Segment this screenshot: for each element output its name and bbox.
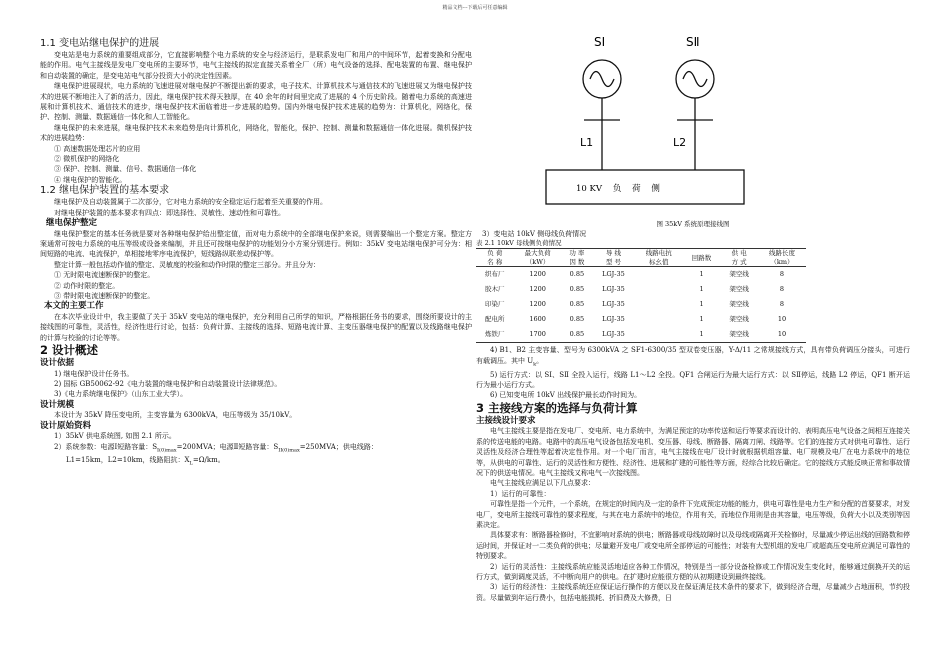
table-row	[476, 312, 806, 327]
section-title-design-basis: 设计依据	[40, 358, 75, 369]
paragraph: 整定计算一般包括动作值的整定、灵敏度的校验和动作时限的整定三部分。并且分为：	[54, 260, 320, 269]
column-header: （km）	[758, 258, 806, 267]
table-row	[476, 282, 806, 297]
paragraph: 6) 已知变电所 10kV 出线保护最长动作时间为。	[490, 391, 642, 400]
subscript: II(0)max	[278, 447, 300, 454]
paragraph: 2）运行的灵活性：主接线系统应能灵活地适应各种工作情况，特别是当一部分设备检修或工作情况发生变化时，能够通过倒换开关的运行方式，做到调度灵活，不中断向用户的供电。在扩建时应能很方便的从初期建设到最终接线。	[476, 562, 910, 582]
table-cell	[635, 297, 683, 312]
table-header-row	[476, 258, 806, 267]
sine-wave-icon	[683, 72, 707, 87]
paragraph: 对继电保护装置的基本要求有四点：即选择性、灵敏性、速动性和可靠性。	[54, 208, 285, 217]
load-table	[476, 248, 806, 343]
column-header: 标幺值	[635, 258, 683, 267]
paragraph: 可靠性是指一个元件，一个系统，在规定的时间内及一定的条件下完成预定功能的能力，供电可靠性是电力生产和分配的首要要求，对发电厂，变电所主接线可靠性的要求程度，与其在电力系统中的地位，作用有关，而地位作用则是由其容量，电压等级，负荷大小以及类别等因素决定。	[476, 500, 910, 529]
paragraph: 继电保护进展现状，电力系统的飞速进展对继电保护不断提出新的要求，电子技术、计算机技术与通信技术的飞速进展又为继电保护技术的进展不断地注入了新的活力，因此，继电保护技术得天独厚，在 40 余年的时间里完成了进展的 4 个历史阶段。随着电力系统的高速进展和计算机技术、通信技术的进步，继电保护技术面临着进一步进展的趋势。国内外继电保护技术进展的趋势为：计算机化，网络化，保护、控制、测量、数据通信一体化和人工智能化。	[40, 82, 472, 122]
list-item: ① 无时限电流速断保护的整定。	[54, 271, 155, 280]
table-cell: 架空线	[729, 285, 749, 294]
table-cell: 0.85	[569, 300, 585, 309]
table-cell: 架空线	[729, 270, 749, 279]
list-item: ③ 带时限电流速断保护的整定。	[54, 292, 155, 301]
line-label-l2: L2	[673, 136, 687, 149]
table-cell: 印染厂	[485, 300, 505, 309]
list-item: 1）运行的可靠性：	[490, 489, 551, 498]
table-cell: 胶木厂	[485, 285, 505, 294]
table-cell: 炼铁厂	[476, 327, 514, 343]
table-cell: LGJ-35	[602, 300, 625, 309]
table-cell: LGJ-35	[592, 327, 635, 343]
table-cell: 10	[758, 327, 806, 343]
table-cell: 1200	[529, 270, 546, 279]
text-run: =250MVA；供电线路：	[299, 442, 378, 451]
column-header: 导 线	[592, 249, 635, 258]
diagram-svg	[476, 22, 910, 222]
list-item: ③ 保护、控制、测量、信号、数据通信一体化	[54, 165, 197, 174]
paragraph: 继电保护整定的基本任务就是要对各种继电保护给出整定值，而对电力系统中的全部继电保护来说，则需要编出一个整定方案。整定方案通常可按电力系统的电压等级或设备来编制，并且还可按继电保护的功能划分小方案分别进行。例如：35kV 变电站继电保护可分为：相间短路的电流、电流保护，单相接地零序电流保护，短线路纵联差动保护等。	[40, 229, 472, 259]
paragraph: 变电站是电力系统的重要组成部分，它直接影响整个电力系统的安全与经济运行，是联系发电厂和用户的中间环节，起着变换和分配电能的作用。电气主接线是发电厂变电所的主要环节，电气主接线的拟定直接关系着全厂（所）电气设备的选择、配电装置的布置、继电保护和自动装置的确定，是变电站电气部分投资大小的决定性因素。	[40, 51, 472, 80]
sine-wave-icon	[590, 72, 614, 87]
column-header: 负 荷	[476, 249, 514, 258]
section-title-1-1: 1.1 变电站继电保护的进展	[40, 38, 160, 49]
table-cell: 架空线	[720, 327, 758, 343]
line-label-l1: L1	[580, 136, 594, 149]
load-side-label: 10 KV 负 荷 侧	[576, 184, 660, 194]
table-header-row	[476, 249, 806, 258]
source-label-s2: SⅡ	[686, 35, 700, 49]
column-header: 最大负荷	[514, 249, 562, 258]
table-cell: LGJ-35	[602, 270, 625, 279]
paragraph	[476, 345, 910, 369]
section-title-wiring-requirements: 主接线设计要求	[476, 415, 536, 426]
column-header: 名 称	[476, 258, 514, 267]
table-row	[476, 327, 806, 343]
table-cell: 1200	[529, 285, 546, 294]
table-row	[476, 267, 806, 283]
section-title-relay-setting: 继电保护整定	[46, 218, 98, 229]
paragraph: 具体要求有：断路器检修时，不宜影响对系统的供电；断路器或母线故障时以及母线或隔离开关检修时，尽量减少停运出线的回路数和停运时间，并保证对一二类负荷的供电；尽量避开发电厂或变电所全部停运的可能性；对装有大型机组的发电厂或超高压变电所应满足可靠性的特别要求。	[476, 531, 910, 561]
table-cell: 0.85	[562, 327, 593, 343]
table-cell: 1200	[529, 300, 546, 309]
table-cell: 0.85	[569, 270, 585, 279]
list-item: 1）35kV 供电系统图, 如图 2.1 所示。	[54, 432, 176, 441]
table-cell: 8	[779, 300, 785, 309]
section-title-2: 2 设计概述	[40, 343, 99, 358]
column-header: 供 电	[720, 249, 758, 258]
column-header: 型 号	[592, 258, 635, 267]
right-column	[476, 22, 910, 603]
table-cell: 1	[683, 327, 721, 343]
subscript: k	[533, 361, 537, 368]
table-cell: 8	[779, 285, 785, 294]
table-caption: 表 2.1 10kV 母线侧负荷情况	[476, 239, 562, 248]
text-run: L1=15km，L2=10km，线路阻抗：X	[66, 456, 190, 465]
table-row	[476, 297, 806, 312]
table-cell: 架空线	[729, 300, 749, 309]
table-cell: 1	[699, 300, 704, 309]
table-cell: 0.85	[569, 285, 585, 294]
paragraph: 继电保护的未来进展，继电保护技术未来趋势是向计算机化，网络化，智能化，保护、控制、测量和数据通信一体化进展。微机保护技术的进展趋势：	[40, 123, 472, 143]
section-title-design-scale: 设计规模	[40, 399, 75, 410]
column-header: 线路长度	[758, 249, 806, 258]
list-item: 2) 国标 GB50062-92《电力装置的继电保护和自动装置设计法律规范》。	[54, 380, 282, 389]
source-label-s1: SⅠ	[594, 35, 606, 49]
table-cell: 0.85	[569, 315, 585, 324]
list-item: ② 微机保护的网络化	[54, 155, 120, 164]
list-item: ① 高速数据处理芯片的应用	[54, 144, 141, 153]
list-item: ② 动作时限的整定。	[54, 281, 120, 290]
table-cell: 1	[699, 315, 704, 324]
list-item	[40, 455, 472, 469]
table-cell: 织布厂	[485, 270, 505, 279]
table-cell: LGJ-35	[602, 315, 625, 324]
subscript: I(0)max	[157, 447, 177, 454]
paragraph: 电气主接线应满足以下几点要求：	[490, 479, 595, 488]
table-cell: 8	[779, 270, 785, 279]
table-cell: 1700	[514, 327, 562, 343]
table-cell	[635, 267, 683, 283]
list-item: 3）变电站 10kV 侧母线负荷情况	[482, 230, 587, 238]
text-run: 2）系统参数：电源Ⅰ短路容量：S	[54, 442, 158, 451]
paragraph: 在本次毕业设计中，我主要做了关于 35kV 变电站的继电保护，充分利用自己所学的知识，严格根据任务书的要求，围绕所要设计的主接线图的可靠性，灵活性，经济性进行讨论，包括：负荷计算、主接线的选择、短路电流计算、主变压器继电保护的配置以及线路继电保护的计算与校验的讨论等等。	[40, 312, 472, 342]
section-title-1-2: 1.2 继电保护装置的基本要求	[40, 185, 170, 197]
table-cell: 1600	[529, 315, 546, 324]
table-cell: 配电所	[485, 315, 505, 324]
table-cell	[635, 327, 683, 343]
paragraph: 本设计为 35kV 降压变电所，主变容量为 6300kVA，电压等级为 35/10kV。	[54, 411, 297, 420]
list-item	[40, 442, 472, 456]
text-run: 。	[536, 356, 544, 365]
table-cell: 架空线	[729, 315, 749, 324]
paragraph: 5) 运行方式：以 SⅠ、SⅡ 全投入运行，线路 L1～L2 全投。QF1 合闸运行为最大运行方式：以 SⅡ停运，线路 L2 停运，QF1 断开运行为最小运行方式。	[476, 370, 910, 390]
column-header: 方 式	[720, 258, 758, 267]
list-item: 3)《电力系统继电保护》（山东工业大学）。	[54, 390, 188, 399]
text-run: =200MVA；电源Ⅱ短路容量：S	[176, 442, 279, 451]
text-run: 4) B1、B2 主变容量、型号为 6300kVA 之 SF1-6300/35 型双卷变压器，Y-Δ/11 之常规接线方式，具有带负荷调压分接头，可进行有载调压。其中 U	[476, 346, 910, 365]
table-cell: 1	[699, 270, 704, 279]
left-column	[40, 28, 472, 469]
list-item: ④ 继电保护的智能化。	[54, 175, 127, 184]
page-header: 精品文档---下载后可任意编辑	[442, 5, 508, 11]
section-title-main-work: 本文的主要工作	[44, 301, 104, 312]
table-cell	[635, 312, 683, 327]
list-item: 1) 继电保护设计任务书。	[54, 369, 134, 378]
column-header: 回路数	[683, 249, 721, 267]
section-title-raw-data: 设计原始资料	[40, 420, 92, 431]
system-wiring-diagram	[476, 22, 910, 222]
figure-caption: 图 35kV 系统原理接线图	[656, 220, 730, 228]
column-header: 因 数	[562, 258, 593, 267]
paragraph: 3）运行的经济性：主接线系统还应保证运行操作的方便以及在保证满足技术条件的要求下，做到经济合理，尽量减少占地面积，节约投资。尽量做到年运行费小，包括电能损耗、折旧费及大修费，日	[476, 583, 910, 602]
paragraph: 继电保护及自动装置属于二次部分，它对电力系统的安全稳定运行起着至关重要的作用。	[54, 198, 327, 207]
column-header: 线路电抗	[635, 249, 683, 258]
section-title-3: 3 主接线方案的选择与负荷计算	[476, 400, 638, 415]
paragraph: 电气主接线主要是指在发电厂、变电所、电力系统中，为满足预定的功率传送和运行等要求而设计的、表明高压电气设备之间相互连接关系的传送电能的电路。电路中的高压电气设备包括发电机、变压器、母线、断路器、隔离刀闸、线路等。它们的连接方式对供电可靠性、运行灵活性及经济合理性等起着决定性作用。对一个电厂而言，电气主接线在电厂设计时就根据机组容量、电厂规模及电厂在电力系统中的地位等，从供电的可靠性、运行的灵活性和方便性、经济性、进展和扩建的可能性等方面，经综合比较后确定。它的接线方式能反映正常和事故情况下的供送电情况。电气主接线又称电气一次接线图。	[476, 427, 910, 477]
table-cell: 10	[777, 315, 787, 324]
subscript: L	[189, 460, 193, 467]
table-cell: 1	[699, 285, 704, 294]
column-header: 功 率	[562, 249, 593, 258]
column-header: （kW）	[514, 258, 562, 267]
text-run: =Ω/km。	[192, 456, 225, 465]
table-cell	[635, 282, 683, 297]
table-cell: LGJ-35	[602, 285, 625, 294]
